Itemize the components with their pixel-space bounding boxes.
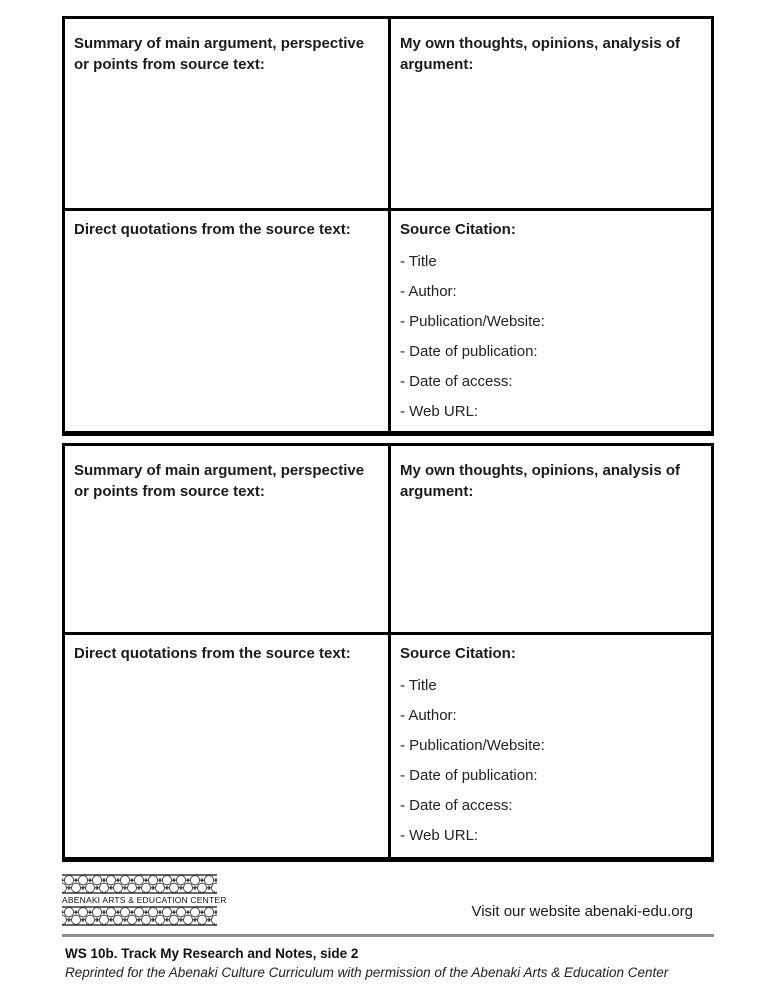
- thoughts-label: My own thoughts, opinions, analysis of argument:: [400, 462, 681, 500]
- decorative-border-pattern-icon: [62, 906, 217, 926]
- thoughts-cell: [391, 19, 711, 211]
- citation-cell: [391, 635, 711, 857]
- reprint-note: Reprinted for the Abenaki Culture Curriculum with permission of the Abenaki Arts & Education Center: [65, 965, 669, 980]
- notes-table-2: [62, 443, 714, 862]
- footer-divider: [62, 934, 714, 937]
- logo-text: ABENAKI ARTS & EDUCATION CENTER: [62, 895, 227, 905]
- citation-field-access-date: - Date of access:: [400, 797, 513, 814]
- abenaki-logo: [62, 874, 227, 926]
- quotations-cell: [65, 211, 391, 431]
- citation-field-author: - Author:: [400, 283, 457, 300]
- citation-field-url: - Web URL:: [400, 827, 479, 844]
- worksheet-id-label: WS 10b. Track My Research and Notes, side 2: [65, 946, 359, 961]
- decorative-border-pattern-icon: [62, 874, 217, 894]
- branding-row: [62, 872, 714, 926]
- thoughts-cell: [391, 446, 711, 635]
- citation-field-publication: - Publication/Website:: [400, 313, 545, 330]
- summary-cell: [65, 446, 391, 635]
- citation-field-url: - Web URL:: [400, 403, 479, 420]
- citation-cell: [391, 211, 711, 431]
- citation-field-pub-date: - Date of publication:: [400, 343, 538, 360]
- quotations-cell: [65, 635, 391, 857]
- website-note: Visit our website abenaki-edu.org: [471, 903, 693, 920]
- citation-field-pub-date: - Date of publication:: [400, 767, 538, 784]
- citation-field-access-date: - Date of access:: [400, 373, 513, 390]
- citation-field-title: - Title: [400, 253, 437, 270]
- summary-cell: [65, 19, 391, 211]
- citation-heading: Source Citation:: [400, 221, 516, 238]
- summary-label: Summary of main argument, perspective or points from source text:: [74, 35, 365, 73]
- summary-label: Summary of main argument, perspective or points from source text:: [74, 462, 365, 500]
- notes-table-1: [62, 16, 714, 436]
- quotations-label: Direct quotations from the source text:: [74, 645, 351, 662]
- citation-field-title: - Title: [400, 677, 437, 694]
- citation-heading: Source Citation:: [400, 645, 516, 662]
- citation-field-publication: - Publication/Website:: [400, 737, 545, 754]
- citation-field-author: - Author:: [400, 707, 457, 724]
- thoughts-label: My own thoughts, opinions, analysis of argument:: [400, 35, 681, 73]
- quotations-label: Direct quotations from the source text:: [74, 221, 351, 238]
